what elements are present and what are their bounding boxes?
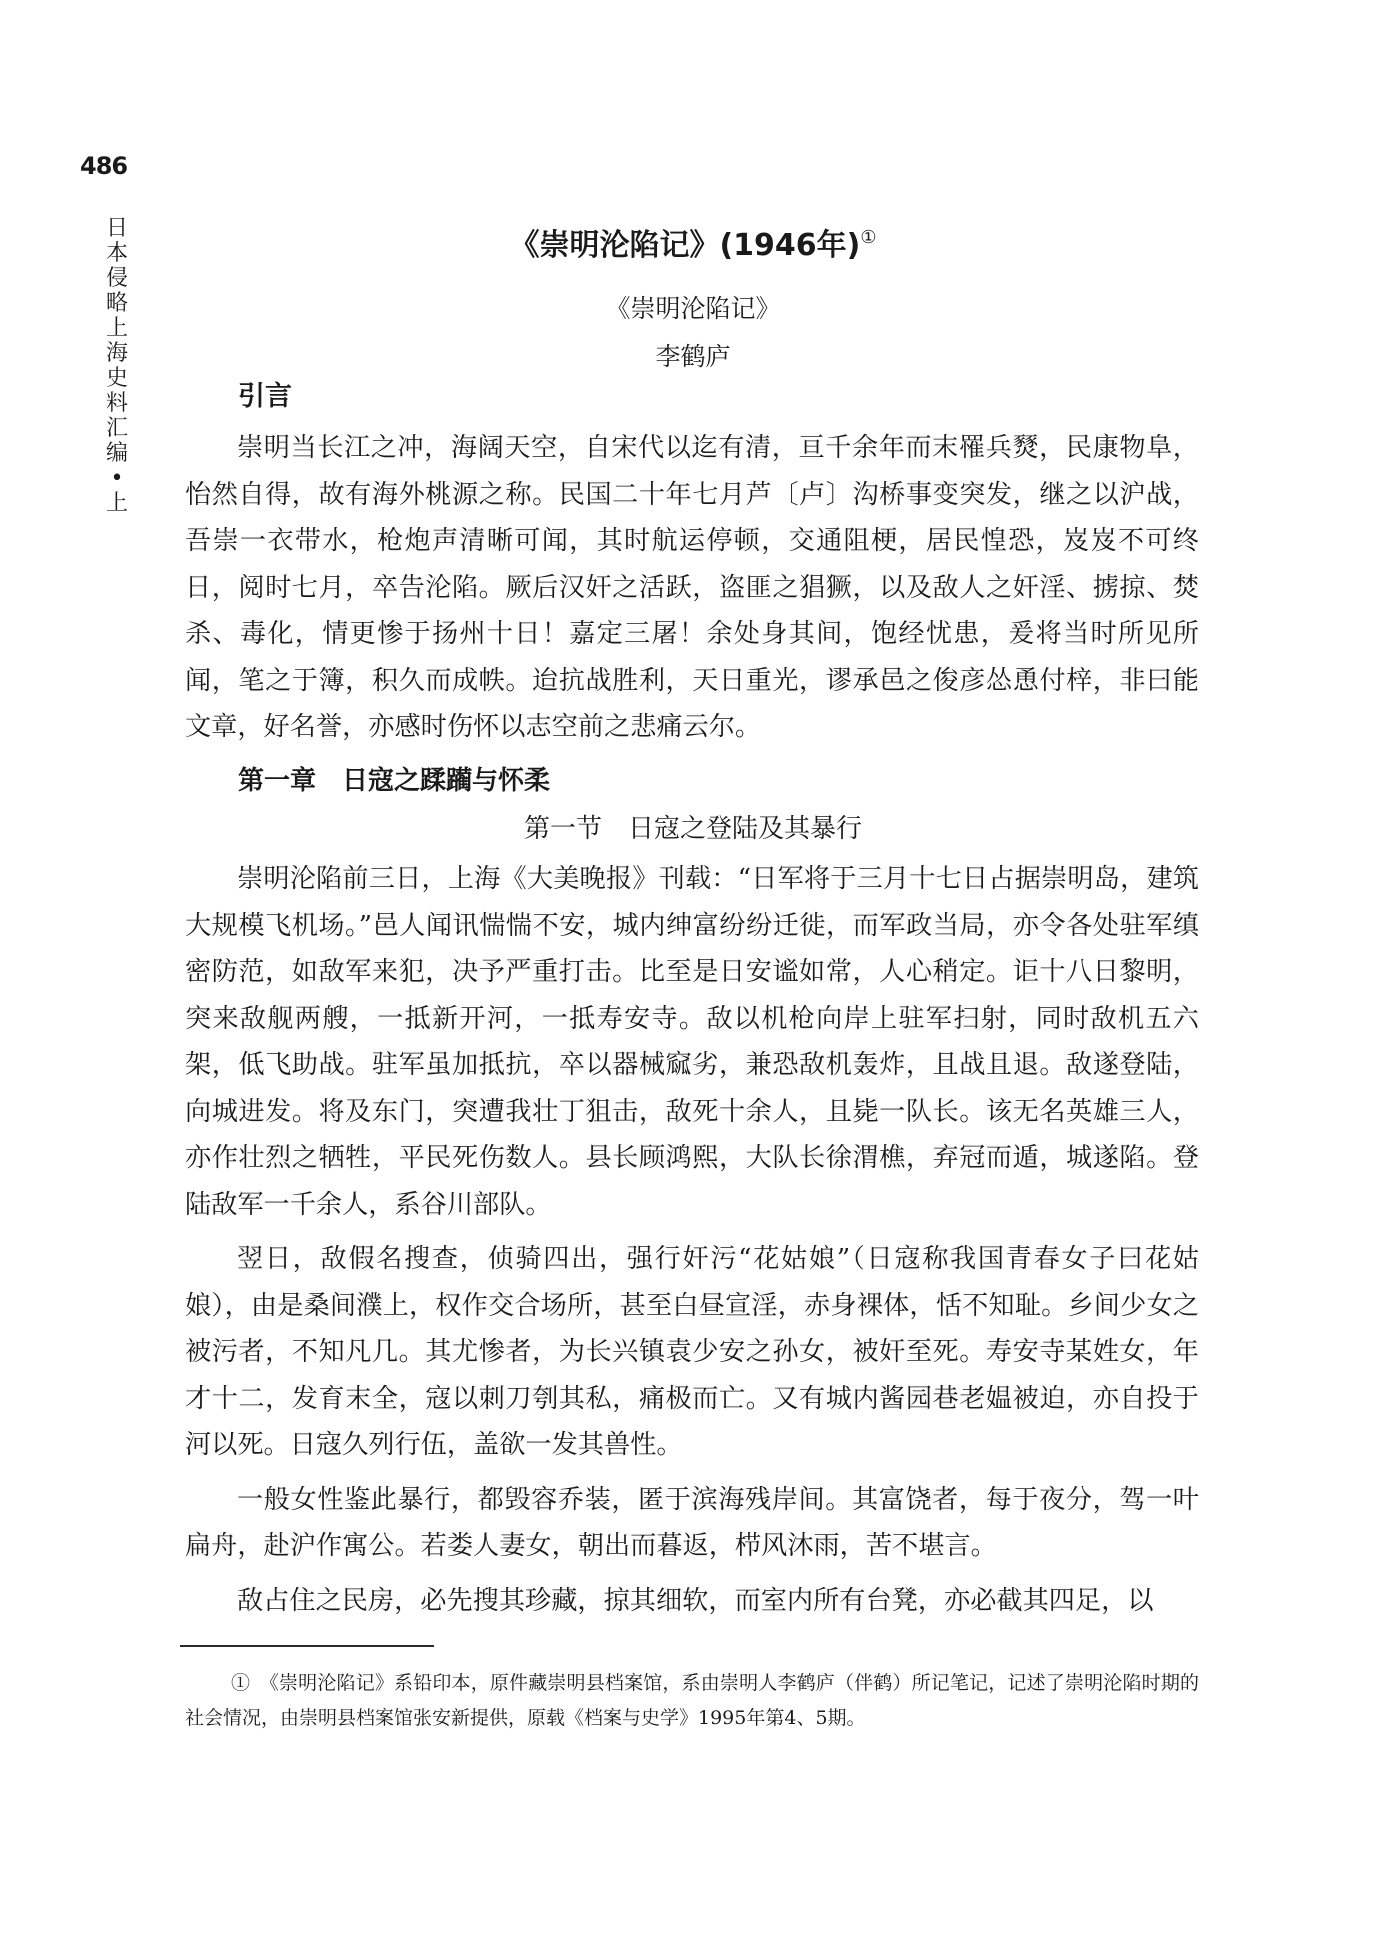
paragraph: 崇明沦陷前三日，上海《大美晚报》刊载：“日军将于三月十七日占据崇明岛，建筑大规模飞机场。”邑人闻讯惴惴不安，城内绅富纷纷迁徙，而军政当局，亦令各处驻军缜密防范，如敌军来犯，决予严重打击。比至是日安谧如常，人心稍定。讵十八日黎明，突来敌舰两艘，一抵新开河，一抵寿安寺。敌以机枪向岸上驻军扫射，同时敌机五六架，低飞助战。驻军虽加抵抗，卒以器械窳劣，兼恐敌机轰炸，且战且退。敌遂登陆，向城进发。将及东门，突遭我壮丁狙击，敌死十余人，且毙一队长。该无名英雄三人，亦作壮烈之牺牲，平民死伤数人。县长顾鸿熙，大队长徐渭樵，弃冠而遁，城遂陷。登陆敌军一千余人，系谷川部队。 bbox=[185, 864, 1199, 1220]
running-head: 日本侵略上海史料汇编•上 bbox=[105, 216, 128, 516]
intro-paragraph: 崇明当长江之冲，海阔天空，自宋代以迄有清，亘千余年而末罹兵燹，民康物阜，怡然自得，故有海外桃源之称。民国二十年七月芦〔卢〕沟桥事变突发，继之以沪战，吾崇一衣带水，枪炮声清晰可闻，其时航运停顿，交通阻梗，居民惶恐，岌岌不可终日，阅时七月，卒告沦陷。厥后汉奸之活跃，盗匪之猖獗，以及敌人之奸淫、掳掠、焚杀、毒化，情更惨于扬州十日！嘉定三屠！余处身其间，饱经忧患，爰将当时所见所闻，笔之于簿，积久而成帙。迨抗战胜利，天日重光，谬承邑之俊彦怂恿付梓，非曰能文章，好名誉，亦感时伤怀以志空前之悲痛云尔。 bbox=[185, 433, 1199, 742]
intro-heading: 引言 bbox=[238, 381, 292, 412]
paragraph: 一般女性鉴此暴行，都毁容乔装，匿于滨海残岸间。其富饶者，每于夜分，驾一叶扁舟，赴沪作寓公。若娄人妻女，朝出而暮返，栉风沐雨，苦不堪言。 bbox=[185, 1484, 1199, 1561]
sub-title: 《崇明沦陷记》 bbox=[605, 294, 781, 323]
paragraph: 翌日，敌假名搜查，侦骑四出，强行奸污“花姑娘”（日寇称我国青春女子曰花姑娘），由是桑间濮上，权作交合场所，甚至白昼宣淫，赤身裸体，恬不知耻。乡间少女之被污者，不知凡几。其尤惨者，为长兴镇袁少安之孙女，被奸至死。寿安寺某姓女，年才十二，发育末全，寇以刺刀刳其私，痛极而亡。又有城内酱园巷老媪被迫，亦自投于河以死。日寇久列行伍，盖欲一发其兽性。 bbox=[185, 1244, 1199, 1460]
page-number: 486 bbox=[80, 152, 128, 180]
paragraph: 敌占住之民房，必先搜其珍藏，掠其细软，而室内所有台凳，亦必截其四足，以 bbox=[237, 1585, 1154, 1616]
footnote-divider bbox=[180, 1645, 434, 1647]
footnote: ① 《崇明沦陷记》系铅印本，原件藏崇明县档案馆，系由崇明人李鹤庐（伴鹤）所记笔记，记述了崇明沦陷时期的社会情况，由崇明县档案馆张安新提供，原载《档案与史学》1995年第4、5期。 bbox=[185, 1672, 1199, 1729]
main-title-text: 《崇明沦陷记》(1946年) bbox=[509, 228, 861, 263]
section-heading: 第一节 日寇之登陆及其暴行 bbox=[523, 814, 862, 844]
author: 李鹤庐 bbox=[655, 342, 731, 371]
intro-text bbox=[185, 425, 1199, 759]
footnote-marker: ① bbox=[860, 227, 877, 248]
body-text bbox=[185, 856, 1199, 1632]
main-title bbox=[0, 218, 1386, 266]
chapter-heading: 第一章 日寇之蹂躏与怀柔 bbox=[238, 766, 551, 796]
